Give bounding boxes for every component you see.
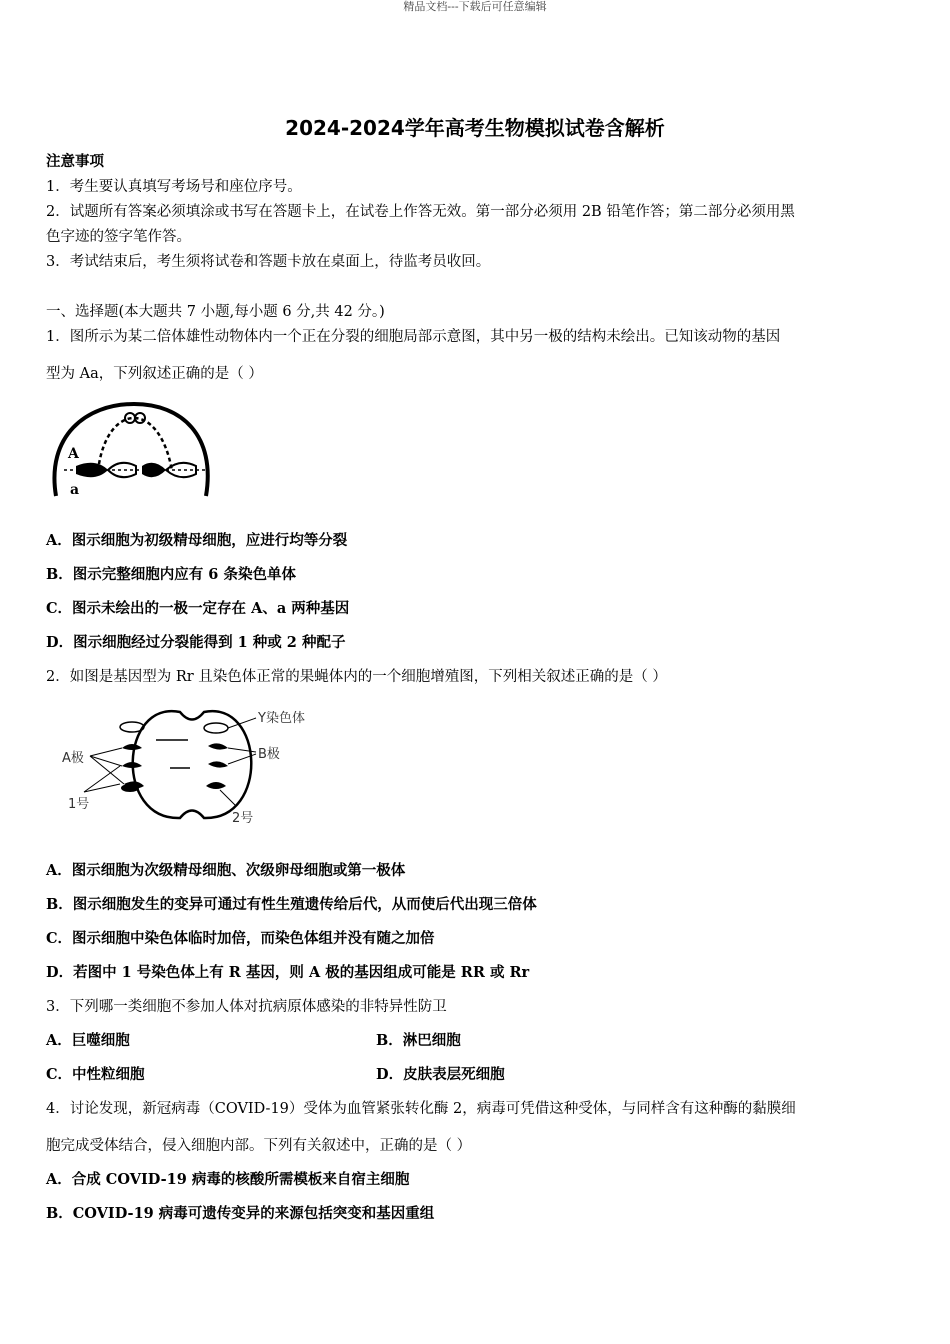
q3-option[interactable]: A．巨噬细胞 bbox=[46, 1032, 130, 1049]
q1-stem: 1．图所示为某二倍体雄性动物体内一个正在分裂的细胞局部示意图，其中另一极的结构未绘出。已知该动物的基因 bbox=[46, 329, 781, 345]
q3-stem: 3．下列哪一类细胞不参加人体对抗病原体感染的非特异性防卫 bbox=[46, 999, 447, 1015]
q1-stem: 型为 Aa，下列叙述正确的是（ ） bbox=[46, 366, 263, 382]
q2-fig-label-a-pole: A极 bbox=[62, 751, 84, 766]
q2-fig-label-2: 2号 bbox=[232, 811, 254, 826]
q3-option[interactable]: B．淋巴细胞 bbox=[376, 1032, 461, 1049]
section-heading: 一、选择题(本大题共 7 小题,每小题 6 分,共 42 分。) bbox=[46, 304, 385, 320]
q3-option[interactable]: D．皮肤表层死细胞 bbox=[376, 1066, 505, 1083]
q2-option[interactable]: C．图示细胞中染色体临时加倍，而染色体组并没有随之加倍 bbox=[46, 930, 435, 947]
page-title: 2024-2024学年高考生物模拟试卷含解析 bbox=[285, 116, 665, 140]
notice-item: 1．考生要认真填写考场号和座位序号。 bbox=[46, 179, 302, 195]
notice-item: 2．试题所有答案必须填涂或书写在答题卡上，在试卷上作答无效。第一部分必须用 2B 铅笔作答；第二部分必须用黑 bbox=[46, 204, 795, 220]
q4-stem: 胞完成受体结合，侵入细胞内部。下列有关叙述中，正确的是（ ） bbox=[46, 1138, 472, 1154]
notice-item: 3．考试结束后，考生须将试卷和答题卡放在桌面上，待监考员收回。 bbox=[46, 254, 491, 270]
q4-option[interactable]: B．COVID-19 病毒可遗传变异的来源包括突变和基因重组 bbox=[46, 1205, 435, 1222]
q2-stem: 2．如图是基因型为 Rr 且染色体正常的果蝇体内的一个细胞增殖图，下列相关叙述正确的是（ ） bbox=[46, 669, 667, 685]
q3-option[interactable]: C．中性粒细胞 bbox=[46, 1066, 145, 1083]
q1-fig-label-A: A bbox=[68, 446, 79, 462]
q2-fig-label-1: 1号 bbox=[68, 797, 90, 812]
page-header: 精品文档---下载后可任意编辑 bbox=[403, 0, 547, 13]
q2-cell-diagram bbox=[60, 700, 320, 830]
q1-cell-diagram bbox=[46, 396, 216, 508]
q4-option[interactable]: A．合成 COVID-19 病毒的核酸所需模板来自宿主细胞 bbox=[46, 1171, 410, 1188]
q1-fig-label-a: a bbox=[70, 482, 80, 498]
notice-item: 色字迹的签字笔作答。 bbox=[46, 229, 191, 245]
q2-option[interactable]: D．若图中 1 号染色体上有 R 基因，则 A 极的基因组成可能是 RR 或 Rr bbox=[46, 964, 530, 981]
q2-option[interactable]: A．图示细胞为次级精母细胞、次级卵母细胞或第一极体 bbox=[46, 862, 406, 879]
q1-option[interactable]: D．图示细胞经过分裂能得到 1 种或 2 种配子 bbox=[46, 634, 346, 651]
q1-option[interactable]: C．图示未绘出的一极一定存在 A、a 两种基因 bbox=[46, 600, 350, 617]
q1-option[interactable]: B．图示完整细胞内应有 6 条染色单体 bbox=[46, 566, 296, 583]
q1-option[interactable]: A．图示细胞为初级精母细胞，应进行均等分裂 bbox=[46, 532, 348, 549]
q2-option[interactable]: B．图示细胞发生的变异可通过有性生殖遗传给后代，从而使后代出现三倍体 bbox=[46, 896, 537, 913]
q2-fig-label-y: Y染色体 bbox=[258, 711, 305, 726]
notice-heading: 注意事项 bbox=[46, 153, 104, 170]
q2-fig-label-b-pole: B极 bbox=[258, 747, 280, 762]
q4-stem: 4．讨论发现，新冠病毒（COVID-19）受体为血管紧张转化酶 2，病毒可凭借这种受体，与同样含有这种酶的黏膜细 bbox=[46, 1101, 796, 1117]
